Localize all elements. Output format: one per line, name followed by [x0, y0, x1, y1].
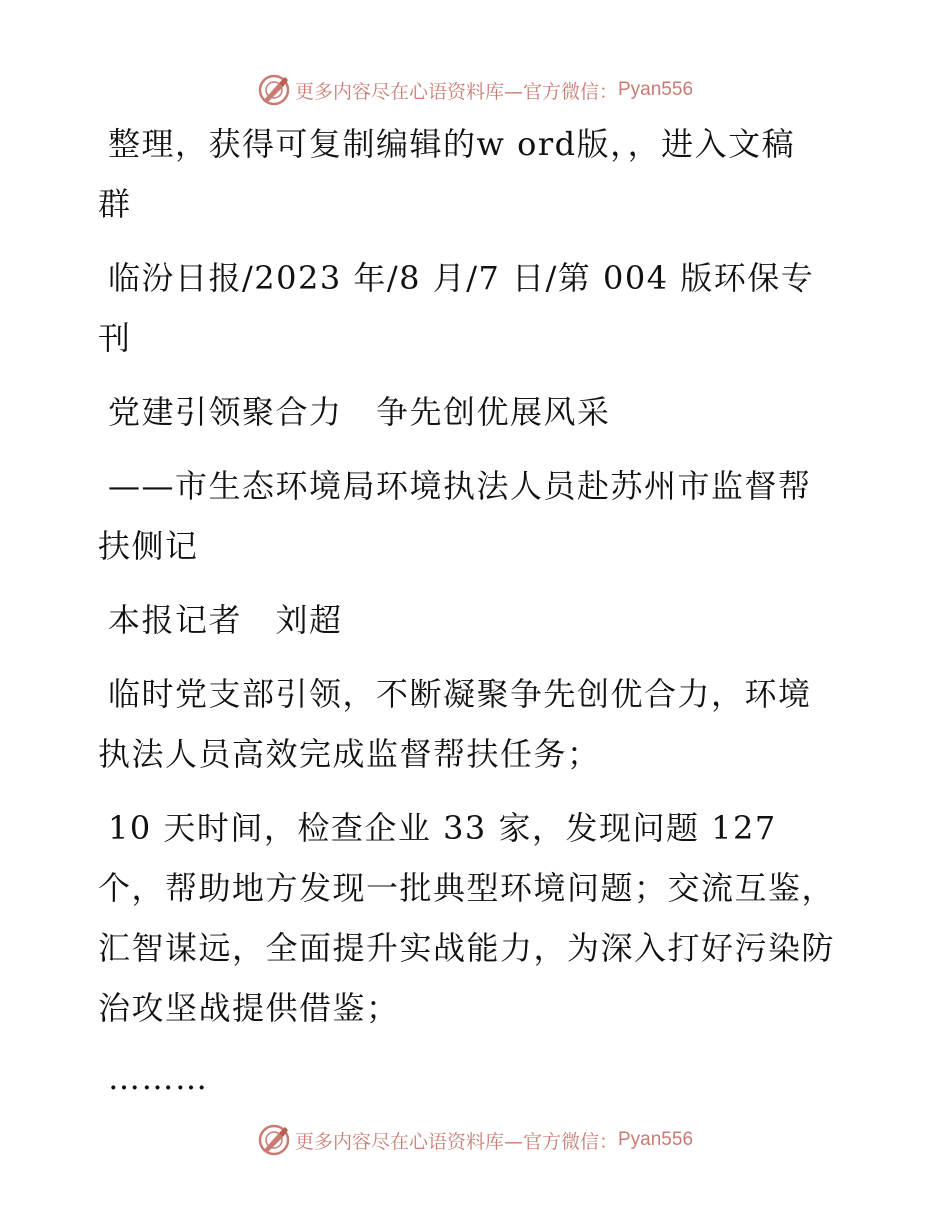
watermark-text: 更多内容尽在心语资料库—官方微信：: [294, 1130, 618, 1153]
text-line: 执法人员高效完成监督帮扶任务；: [98, 735, 601, 773]
article-subtitle-cont: 扶侧记: [98, 527, 199, 565]
article-subtitle: ——市生态环境局环境执法人员赴苏州市监督帮: [108, 467, 812, 505]
text-line: 个，帮助地方发现一批典型环境问题；交流互鉴，: [98, 869, 836, 907]
header-watermark: [0, 70, 950, 110]
text-line: 刊: [98, 319, 132, 357]
ellipsis: ………: [108, 1059, 209, 1097]
text-line: 群: [98, 185, 132, 223]
watermark-wechat-id: Pyan556: [618, 1129, 694, 1150]
text-line: 整理，获得可复制编辑的w ord版，，进入文稿: [108, 125, 796, 163]
watermark-text: 更多内容尽在心语资料库—官方微信：: [294, 80, 618, 103]
text-line: 治攻坚战提供借鉴；: [98, 989, 400, 1027]
footer-watermark: [0, 1120, 950, 1160]
text-line: 临时党支部引领，不断凝聚争先创优合力，环境: [108, 675, 812, 713]
article-title: 党建引领聚合力 争先创优展风采: [108, 393, 611, 431]
text-line: 临汾日报/2023 年/8 月/7 日/第 004 版环保专: [108, 259, 815, 297]
byline: 本报记者 刘超: [108, 601, 343, 639]
text-line: 10 天时间，检查企业 33 家，发现问题 127: [108, 809, 777, 847]
text-line: 汇智谋远，全面提升实战能力，为深入打好污染防: [98, 929, 836, 967]
pen-logo-icon: [257, 73, 291, 107]
pen-logo-icon: [257, 1123, 291, 1157]
watermark-wechat-id: Pyan556: [618, 79, 694, 100]
